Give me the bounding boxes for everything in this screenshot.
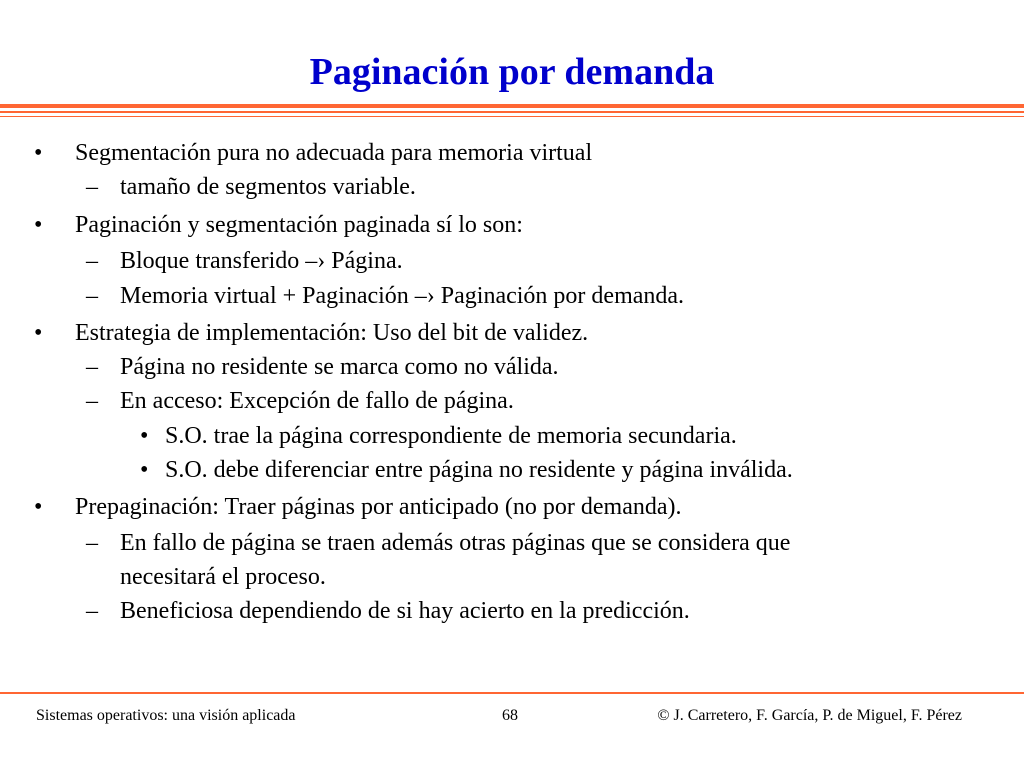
bullet-4-sub-1-continuation: necesitará el proceso.: [120, 564, 326, 590]
dash-marker: –: [86, 530, 98, 556]
bullet-2-sub-1-text: Bloque transferido –› Página.: [120, 248, 403, 274]
bullet-4-sub-2-text: Beneficiosa dependiendo de si hay acierto en la predicción.: [120, 598, 690, 624]
dash-marker: –: [86, 354, 98, 380]
bullet-3-sub-2-sub-2-text: S.O. debe diferenciar entre página no residente y página inválida.: [165, 457, 793, 483]
slide-title: Paginación por demanda: [309, 51, 715, 93]
dash-marker: –: [86, 283, 98, 309]
bullet-4-text: Prepaginación: Traer páginas por anticipado (no por demanda).: [75, 494, 682, 520]
bullet-marker: •: [140, 457, 149, 483]
bullet-marker: •: [34, 320, 43, 346]
bullet-3-sub-2-sub-1-text: S.O. trae la página correspondiente de memoria secundaria.: [165, 423, 737, 449]
bullet-2-sub-2-text: Memoria virtual + Paginación –› Paginación por demanda.: [120, 283, 685, 309]
footer-authors: © J. Carretero, F. García, P. de Miguel, F. Pérez: [657, 707, 962, 724]
footer-book-title: Sistemas operativos: una visión aplicada: [36, 707, 296, 724]
bullet-1-sub-1-text: tamaño de segmentos variable.: [120, 174, 416, 200]
dash-marker: –: [86, 388, 98, 414]
footer-rule: [0, 692, 1024, 694]
bullet-marker: •: [34, 140, 43, 166]
dash-marker: –: [86, 248, 98, 274]
bullet-marker: •: [140, 423, 149, 449]
dash-marker: –: [86, 598, 98, 624]
dash-marker: –: [86, 174, 98, 200]
bullet-2-text: Paginación y segmentación paginada sí lo son:: [75, 212, 523, 238]
bullet-3-text: Estrategia de implementación: Uso del bit de validez.: [75, 320, 589, 346]
bullet-1-text: Segmentación pura no adecuada para memoria virtual: [75, 140, 593, 166]
bullet-marker: •: [34, 212, 43, 238]
bullet-3-sub-1-text: Página no residente se marca como no válida.: [120, 354, 559, 380]
bullet-3-sub-2-text: En acceso: Excepción de fallo de página.: [120, 388, 514, 414]
bullet-4-sub-1-text: En fallo de página se traen además otras páginas que se considera que: [120, 530, 791, 556]
footer-page-number: 68: [502, 707, 518, 724]
bullet-marker: •: [34, 494, 43, 520]
